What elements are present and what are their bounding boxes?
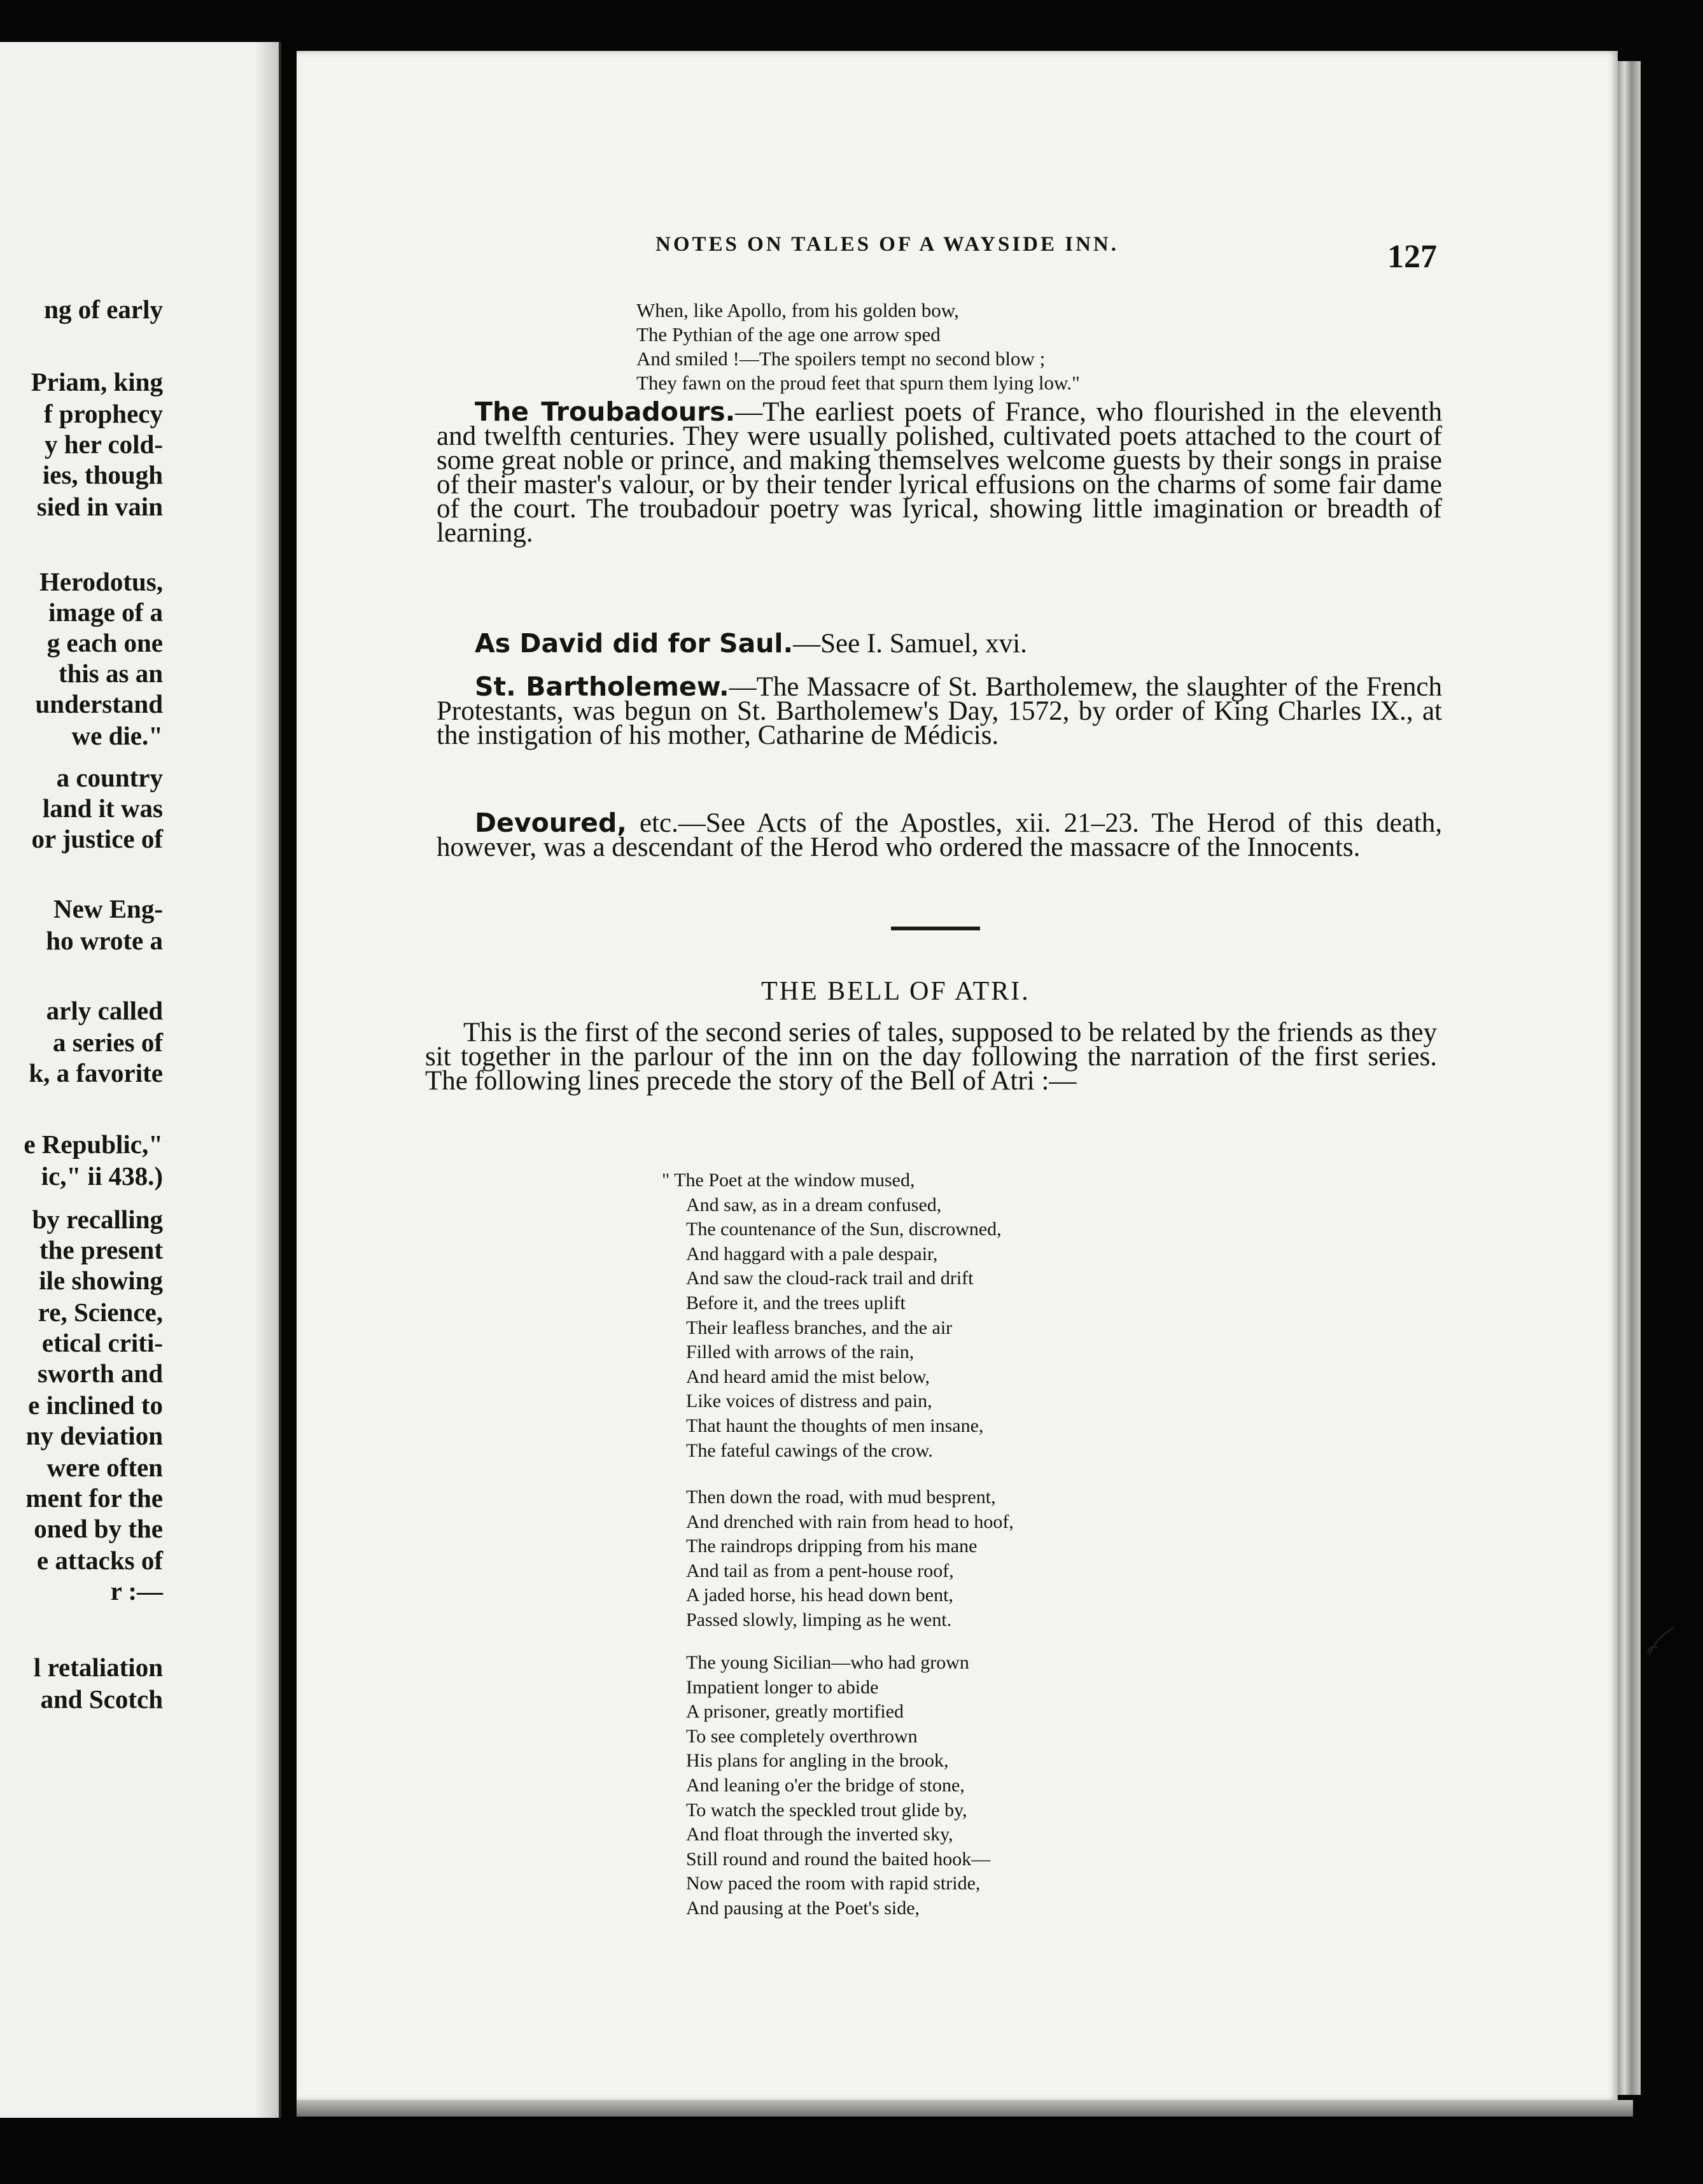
previous-page-line: ment for the [25,1483,163,1513]
previous-page-line: l retaliation [33,1653,163,1682]
poem-line: The fateful cawings of the crow. [686,1439,933,1461]
poem-line: The countenance of the Sun, discrowned, [686,1219,1002,1240]
poem-line: Filled with arrows of the rain, [686,1341,915,1363]
poem-line: A prisoner, greatly mortified [686,1701,904,1723]
note-term: As David did for Saul. [475,628,794,659]
page-gutter-shadow [255,42,279,2118]
section-title: THE BELL OF ATRI. [761,977,1030,1006]
poem-line: His plans for angling in the brook, [686,1750,949,1772]
poem-line: And drenched with rain from head to hoof, [686,1511,1014,1532]
pencil-mark-icon [1643,1623,1681,1661]
previous-page-line: image of a [48,598,163,627]
note-text: etc.—See Acts of the Apostles, xii. 21–23. The Herod of this death, however, was a descendant of the Herod who ordered the massacre of the Innocents. [437,808,1442,862]
note-text: —See I. Samuel, xvi. [793,629,1027,659]
poem-line: And haggard with a pale despair, [686,1243,938,1264]
poem-line: To watch the speckled trout glide by, [686,1799,967,1821]
poem-line: And pausing at the Poet's side, [686,1898,920,1919]
section-intro: This is the first of the second series of tales, supposed to be related by the friends as they sit together in the parlour of the inn on the day following the narration of the first series. The following lines precede the story of the Bell of Atri :— [425,1018,1437,1096]
previous-page-fragment [0,42,281,2118]
note-st-bartholemew [437,671,1442,750]
previous-page-line: we die." [71,721,163,750]
verse-line: The Pythian of the age one arrow sped [636,323,941,346]
note-term: The Troubadours. [475,396,736,427]
poem-line: And float through the inverted sky, [686,1824,953,1845]
poem-line: And saw the cloud-rack trail and drift [686,1268,974,1289]
previous-page-line: arly called [46,996,163,1025]
previous-page-line: understand [35,689,163,718]
previous-page-line: sied in vain [36,492,163,521]
note-text: —The Massacre of St. Bartholemew, the slaughter of the French Protestants, was begun on St. Bartholemew's Day, 1572, by order of King Charles IX., at the instigation of his mother, Catharine de Médicis. [437,672,1442,750]
previous-page-line: e inclined to [28,1390,163,1420]
previous-page-line: Herodotus, [39,567,163,596]
previous-page-line: land it was [42,794,163,823]
page-number: 127 [1387,239,1437,275]
poem-line: To see completely overthrown [686,1725,918,1747]
poem-line: Like voices of distress and pain, [686,1390,932,1412]
previous-page-line: New Eng- [53,894,163,923]
note-david-saul [437,628,1442,659]
previous-page-line: this as an [58,659,163,688]
poem-line: The young Sicilian—who had grown [686,1652,969,1673]
previous-page-line: ic," ii 438.) [41,1161,163,1191]
previous-page-line: a series of [52,1028,163,1057]
previous-page-line: ies, though [42,460,163,489]
poem-line: That haunt the thoughts of men insane, [686,1415,984,1436]
previous-page-line: y her cold- [44,430,163,459]
verse-line: When, like Apollo, from his golden bow, [636,299,959,321]
poem-line: Still round and round the baited hook— [686,1848,991,1870]
previous-page-line: ny deviation [25,1421,163,1450]
page-bottom-edge [297,2100,1633,2117]
previous-page-line: e Republic," [24,1130,163,1159]
previous-page-line: and Scotch [40,1684,163,1714]
previous-page-line: Priam, king [31,367,163,396]
note-term: Devoured, [475,808,627,838]
poem-line: The raindrops dripping from his mane [686,1536,978,1557]
running-head: NOTES ON TALES OF A WAYSIDE INN. [655,233,1119,256]
previous-page-line: ile showing [39,1266,163,1295]
previous-page-line: ng of early [44,295,163,324]
poem-line: Now paced the room with rapid stride, [686,1873,981,1894]
poem-line: Passed slowly, limping as he went. [686,1609,952,1630]
previous-page-line: sworth and [37,1359,163,1388]
note-troubadours [437,396,1442,548]
page-stack-edge [1618,61,1641,2095]
previous-page-line: a country [56,763,163,792]
poem-line: And heard amid the mist below, [686,1366,930,1387]
note-text: —The earliest poets of France, who flourished in the eleventh and twelfth centuries. They were usually polished, cultivated poets attached to the court of some great noble or prince, and making themselves welcome guests by their songs in praise of their master's valour, or by their tender lyrical effusions on the charms of some fair dame of the court. The troubadour poetry was lyrical, showing little imagination or breadth of learning. [437,397,1442,548]
poem-line: And saw, as in a dream confused, [686,1194,942,1215]
poem-line: And tail as from a pent-house roof, [686,1560,954,1581]
previous-page-line: ho wrote a [46,926,163,955]
verse-line: They fawn on the proud feet that spurn them lying low." [636,372,1080,394]
previous-page-line: by recalling [32,1205,163,1234]
note-term: St. Bartholemew. [475,671,729,702]
previous-page-line: r :— [110,1576,163,1606]
poem-line: Their leafless branches, and the air [686,1317,953,1338]
previous-page-line: k, a favorite [29,1058,163,1088]
poem-line: A jaded horse, his head down bent, [686,1585,953,1606]
poem-line: " The Poet at the window mused, [662,1170,915,1191]
poem-line: And leaning o'er the bridge of stone, [686,1775,965,1796]
previous-page-line: etical criti- [41,1328,163,1357]
section-divider [891,927,980,930]
poem-line: Then down the road, with mud besprent, [686,1487,996,1508]
previous-page-line: the present [39,1235,163,1264]
previous-page-line: oned by the [34,1514,163,1543]
previous-page-line: were often [46,1453,163,1482]
previous-page-line: re, Science, [38,1298,163,1327]
poem-line: Before it, and the trees uplift [686,1292,906,1313]
note-devoured [437,808,1442,862]
poem-line: Impatient longer to abide [686,1676,879,1698]
verse-line: And smiled !—The spoilers tempt no second blow ; [636,347,1046,370]
previous-page-line: f prophecy [43,399,163,428]
previous-page-line: e attacks of [36,1546,163,1575]
previous-page-line: g each one [46,628,163,657]
previous-page-line: or justice of [31,824,163,853]
